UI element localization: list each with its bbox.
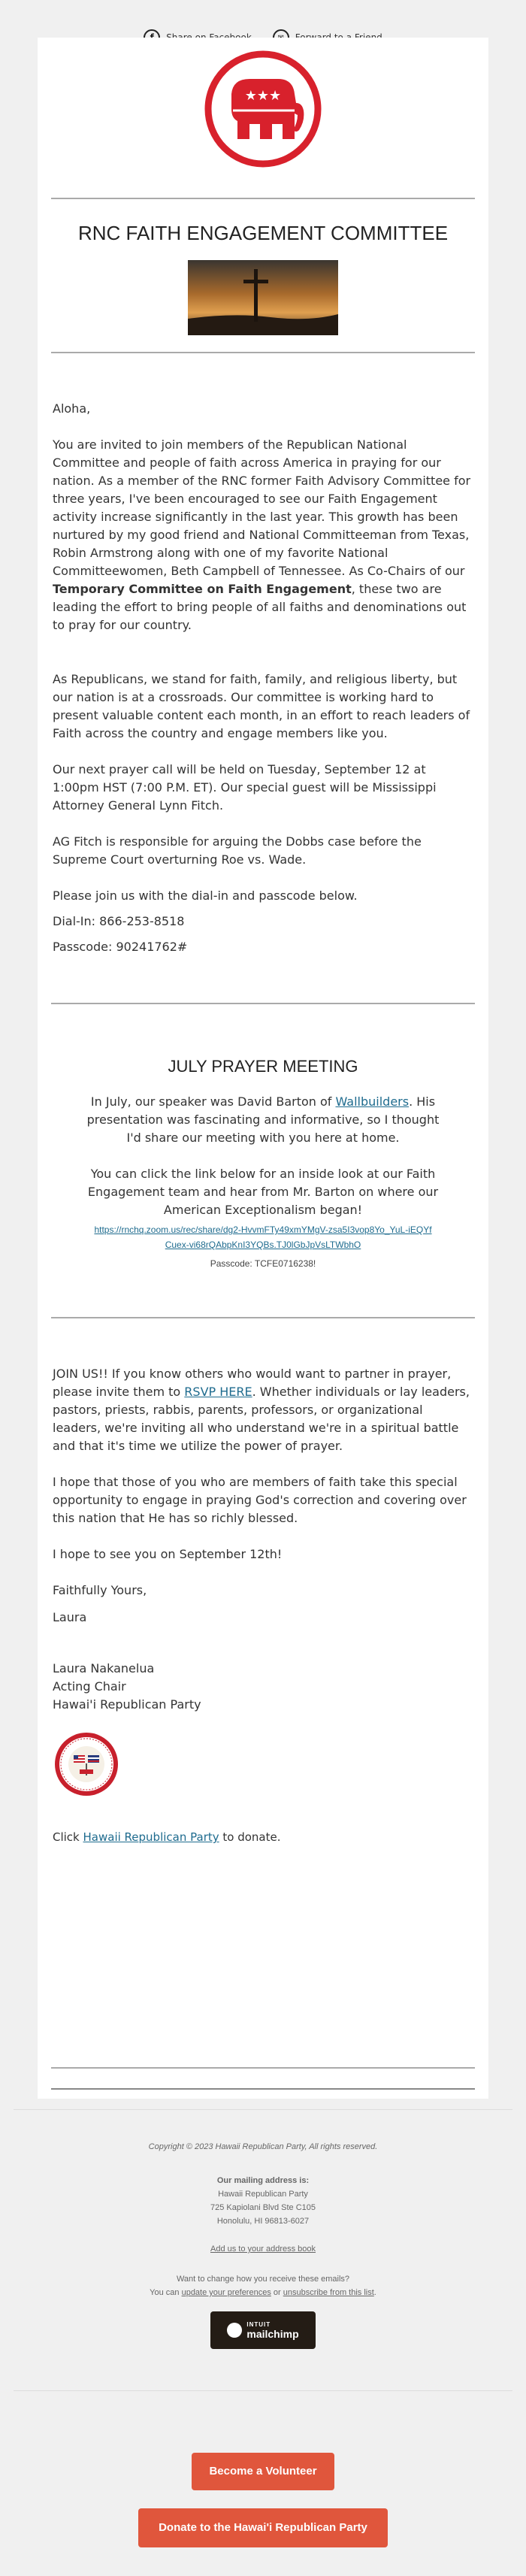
- hope-paragraph: I hope that those of you who are members of faith take this special opportunity to engage in praying God's correction and covering over this nation that He has so richly blessed.: [53, 1475, 467, 1525]
- cross-sunset-image: [188, 260, 338, 335]
- unsubscribe-link[interactable]: unsubscribe from this list: [283, 2288, 374, 2297]
- donate-text-end: to donate.: [219, 1830, 281, 1844]
- footer-divider: [14, 2109, 512, 2110]
- july-content: [38, 1093, 488, 1219]
- copyright: Copyright © 2023 Hawaii Republican Party, All rights reserved.: [148, 2142, 378, 2151]
- footer: [0, 2142, 526, 2349]
- wallbuilders-link[interactable]: Wallbuilders: [335, 1094, 410, 1109]
- ag-fitch-paragraph: AG Fitch is responsible for arguing the Dobbs case before the Supreme Court overturning Roe vs. Wade.: [53, 834, 422, 867]
- address-line-1: Hawaii Republican Party: [218, 2190, 308, 2199]
- intro-text-end: , these two are leading the effort to bring people of all faiths and denominations out to pray for our country.: [53, 582, 467, 632]
- see-you-paragraph: I hope to see you on September 12th!: [53, 1547, 283, 1561]
- signature-name: Laura Nakanelua: [53, 1661, 155, 1675]
- july-text: In July, our speaker was David Barton of: [90, 1094, 336, 1109]
- mailchimp-label: mailchimp: [246, 2327, 299, 2340]
- change-email-question: Want to change how you receive these emails?: [176, 2275, 350, 2284]
- committee-name: Temporary Committee on Faith Engagement: [53, 582, 352, 596]
- closing: Faithfully Yours,: [53, 1583, 147, 1597]
- preferences-or: or: [271, 2288, 283, 2297]
- preferences-line: [0, 2286, 526, 2299]
- mailing-address-label: Our mailing address is:: [216, 2176, 310, 2185]
- donate-text: Click: [53, 1830, 83, 1844]
- greeting: Aloha,: [53, 401, 91, 416]
- intro-text: You are invited to join members of the Republican National Committee and people of faith across America in praying for our nation. As a member of the RNC former Faith Advisory Committee for three years, I've been encouraged to see our Faith Engagement activity increase significantly in the last year. This growth has been nurtured by my good friend and National Committeeman from Texas, Robin Armstrong along with one of my favorite National Committeewomen, Beth Campbell of Tennessee. As Co-Chairs of our: [53, 437, 471, 578]
- rsvp-link[interactable]: RSVP HERE: [184, 1385, 252, 1399]
- gop-elephant-logo: [203, 49, 323, 169]
- divider: [51, 2088, 475, 2090]
- join-text: JOIN US!! If you know others who would want to partner in prayer, please invite them to: [53, 1367, 452, 1399]
- intro-paragraph: [53, 436, 473, 634]
- mailchimp-freddie-icon: [227, 2323, 242, 2338]
- july-text-end: . His presentation was fascinating and informative, so I thought I'd share our meeting with you here at home.: [86, 1094, 440, 1145]
- july-paragraph: [83, 1093, 443, 1147]
- address-line-3: Honolulu, HI 96813-6027: [216, 2217, 310, 2226]
- inside-look-paragraph: You can click the link below for an inside look at our Faith Engagement team and hear from Mr. Barton on where our American Exceptionalism began!: [87, 1167, 439, 1217]
- update-preferences-link[interactable]: update your preferences: [181, 2288, 271, 2297]
- become-volunteer-button[interactable]: Become a Volunteer: [192, 2453, 334, 2490]
- zoom-recording-link[interactable]: https://rnchq.zoom.us/rec/share/dg2-HvvmFTy49xmYMgV-zsa5I3vop8Yo_YuL-iEQYfCuex-vi68rQAbpKnI3YQBs.TJ0lGbJpVsLTWbhO: [94, 1224, 432, 1250]
- add-address-book-link[interactable]: Add us to your address book: [210, 2245, 316, 2254]
- intuit-label: INTUIT: [246, 2320, 271, 2328]
- closing-name: Laura: [53, 1610, 87, 1624]
- divider: [51, 2067, 475, 2069]
- preferences-text: You can: [150, 2288, 182, 2297]
- join-paragraph: [53, 1365, 473, 1455]
- buttons-divider: [14, 2390, 512, 2391]
- preferences-end: .: [373, 2288, 376, 2297]
- mailchimp-badge[interactable]: [210, 2311, 316, 2349]
- recording-passcode: Passcode: TCFE0716238!: [210, 1258, 316, 1269]
- logo-stars: ★★★: [244, 88, 282, 104]
- donate-paragraph: [53, 1828, 473, 1846]
- address-line-2: 725 Kapiolani Blvd Ste C105: [210, 2203, 316, 2212]
- july-meeting-title: JULY PRAYER MEETING: [168, 1057, 358, 1076]
- photo-block: [38, 260, 488, 335]
- join-content: [38, 1365, 488, 1846]
- page-title: RNC FAITH ENGAGEMENT COMMITTEE: [77, 222, 449, 244]
- email-card: [38, 38, 488, 2099]
- body-content: [38, 400, 488, 956]
- passcode: Passcode: 90241762#: [53, 940, 188, 954]
- join-dialin-paragraph: Please join us with the dial-in and passcode below.: [53, 888, 358, 903]
- signature-title: Acting Chair: [53, 1679, 126, 1694]
- logo-block: [38, 38, 488, 169]
- join-text-end: . Whether individuals or lay leaders, pastors, priests, rabbis, parents, professors, or organizational leaders, we're inviting all who understand we're in a spiritual battle and that it's time we utilize the power of prayer.: [53, 1385, 470, 1453]
- hawaii-gop-donate-link[interactable]: Hawaii Republican Party: [83, 1830, 219, 1844]
- dial-in-number: Dial-In: 866-253-8518: [53, 914, 185, 928]
- prayer-call-paragraph: Our next prayer call will be held on Tuesday, September 12 at 1:00pm HST (7:00 P.M. ET). Our special guest will be Mississippi Attorney General Lynn Fitch.: [53, 762, 437, 813]
- signature-org: Hawai'i Republican Party: [53, 1697, 201, 1712]
- crossroads-paragraph: As Republicans, we stand for faith, family, and religious liberty, but our nation is at a crossroads. Our committee is working hard to present valuable content each month, in an effort to reach leaders of Faith across the country and engage members like you.: [53, 672, 470, 740]
- party-seal-image: [53, 1730, 120, 1798]
- donate-button[interactable]: Donate to the Hawai'i Republican Party: [138, 2508, 388, 2547]
